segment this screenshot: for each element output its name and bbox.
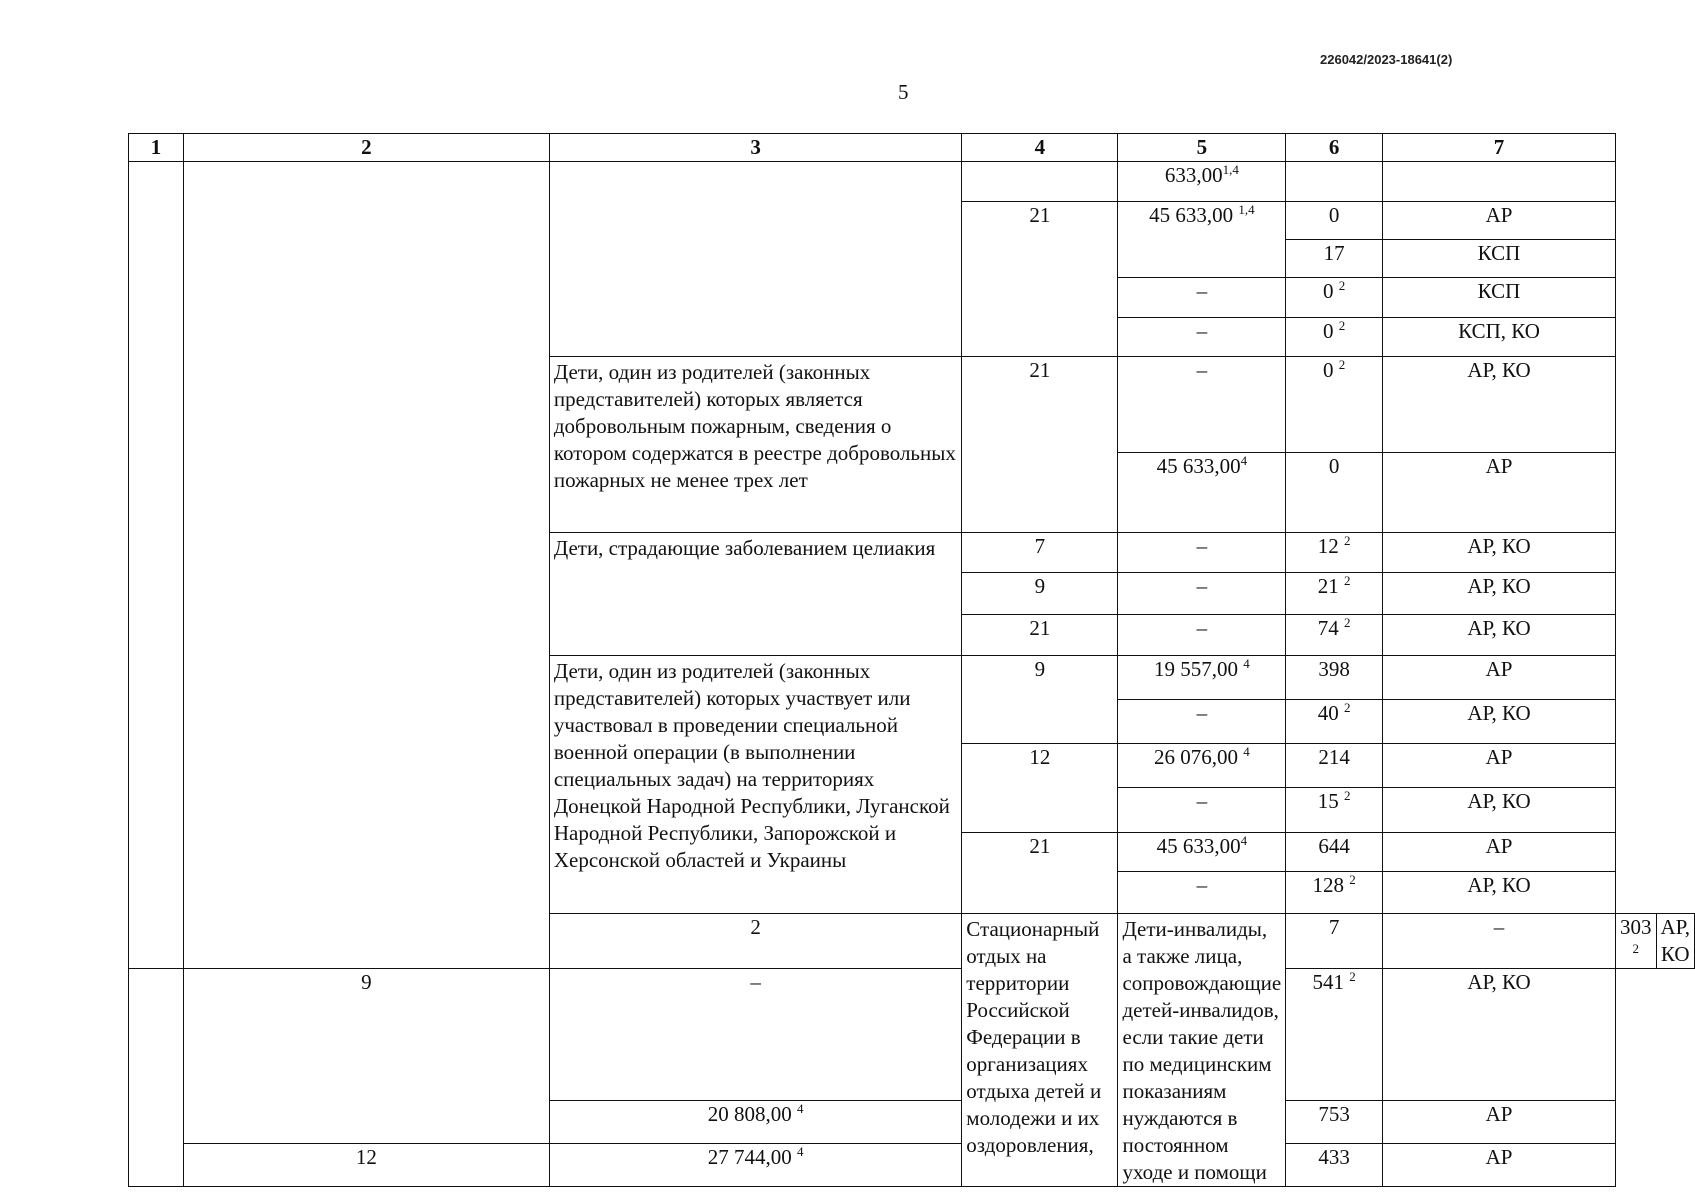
quota-cell: 0 $^2$ (1286, 357, 1383, 453)
quota-cell: 40 $^2$ (1286, 700, 1383, 744)
category-cell: Дети, один из родителей (законных представителей) которых участвует или участвовал в проведении специальной военной операции (в выполнении специальных задач) на территориях Донецкой Народной Республики, Луганской Народной Республики, Запорожской и Херсонской областей и Украины (549, 656, 961, 914)
age-cell: 21 (962, 833, 1118, 914)
header-cell: 1 (129, 134, 184, 162)
quota-cell: 303 $^2$ (1616, 914, 1657, 969)
organization-cell: КСП (1383, 278, 1616, 318)
rest-type-cell (183, 162, 549, 969)
quota-cell: 0 (1286, 202, 1383, 240)
organization-cell: АР, КО (1383, 533, 1616, 573)
cost-cell: – (1118, 788, 1286, 833)
age-cell: 7 (1286, 914, 1383, 969)
cost-cell: 27 744,00 $^4$ (549, 1144, 961, 1187)
quota-cell: 74 $^2$ (1286, 615, 1383, 656)
table-row (129, 1144, 1695, 1187)
table-row (129, 969, 1695, 1101)
organization-cell: АР, КО (1383, 700, 1616, 744)
header-cell: 6 (1286, 134, 1383, 162)
quota-cell: 214 (1286, 744, 1383, 788)
category-cell: Дети-инвалиды, а также лица, сопровождающие детей-инвалидов, если такие дети по медицинским показаниям нуждаются в постоянном уходе и помощи (1118, 914, 1286, 1187)
age-cell: 7 (962, 533, 1118, 573)
cost-cell: 19 557,00 $^4$ (1118, 656, 1286, 700)
document-id: 226042/2023-18641(2) (1320, 52, 1453, 67)
organization-cell (1383, 162, 1616, 202)
quota-cell: 433 (1286, 1144, 1383, 1187)
quota-cell: 12 $^2$ (1286, 533, 1383, 573)
allocation-table (128, 133, 1695, 1187)
header-cell: 2 (183, 134, 549, 162)
age-cell: 9 (183, 969, 549, 1144)
page-number: 5 (898, 80, 909, 104)
organization-cell: АР (1383, 453, 1616, 533)
header-cell: 5 (1118, 134, 1286, 162)
cost-cell: – (1118, 872, 1286, 914)
age-cell (962, 162, 1118, 202)
organization-cell: АР (1383, 1101, 1616, 1144)
quota-cell: 0 $^2$ (1286, 318, 1383, 357)
cost-cell: 45 633,00$^4$ (1118, 453, 1286, 533)
category-cell: Дети, один из родителей (законных представителей) которых является добровольным пожарным, сведения о котором содержатся в реестре добровольных пожарных не менее трех лет (549, 357, 961, 533)
header-cell: 3 (549, 134, 961, 162)
quota-cell: 0 $^2$ (1286, 278, 1383, 318)
organization-cell: АР, КО (1383, 969, 1616, 1101)
cost-cell: – (1118, 615, 1286, 656)
age-cell: 9 (962, 656, 1118, 744)
age-cell: 12 (962, 744, 1118, 833)
quota-cell: 15 $^2$ (1286, 788, 1383, 833)
header-cell: 4 (962, 134, 1118, 162)
organization-cell: АР, КО (1383, 615, 1616, 656)
row-number-cell: 2 (549, 914, 961, 969)
organization-cell: АР, КО (1383, 788, 1616, 833)
organization-cell: КСП (1383, 240, 1616, 278)
cost-cell: 633,00$^{1,4}$ (1118, 162, 1286, 202)
age-cell: 12 (183, 1144, 549, 1187)
organization-cell: АР, КО (1656, 914, 1694, 969)
cost-cell: – (1118, 573, 1286, 615)
organization-cell: АР, КО (1383, 872, 1616, 914)
quota-cell: 541 $^2$ (1286, 969, 1383, 1101)
cost-cell: 20 808,00 $^4$ (549, 1101, 961, 1144)
organization-cell: АР, КО (1383, 357, 1616, 453)
quota-cell: 753 (1286, 1101, 1383, 1144)
rest-type-cell: Стационарный отдых на территории Российской Федерации в организациях отдыха детей и молодежи и их оздоровления, (962, 914, 1118, 1187)
row-number-cell (129, 162, 184, 969)
category-cell (549, 162, 961, 357)
cost-cell: – (1383, 914, 1616, 969)
cost-cell: 45 633,00$^4$ (1118, 833, 1286, 872)
age-cell: 9 (962, 573, 1118, 615)
row-number-cell (129, 969, 184, 1187)
quota-cell: 128 $^2$ (1286, 872, 1383, 914)
cost-cell: – (1118, 533, 1286, 573)
cost-cell: – (1118, 278, 1286, 318)
cost-cell: – (549, 969, 961, 1101)
cost-cell: – (1118, 357, 1286, 453)
organization-cell: АР (1383, 833, 1616, 872)
cost-cell: 45 633,00 $^{1,4}$ (1118, 202, 1286, 278)
table-header-row (129, 134, 1695, 162)
header-cell: 7 (1383, 134, 1616, 162)
age-cell: 21 (962, 202, 1118, 357)
quota-cell: 21 $^2$ (1286, 573, 1383, 615)
table-row (129, 162, 1695, 202)
organization-cell: АР (1383, 744, 1616, 788)
age-cell: 21 (962, 357, 1118, 533)
organization-cell: АР (1383, 1144, 1616, 1187)
quota-cell: 644 (1286, 833, 1383, 872)
quota-cell: 17 (1286, 240, 1383, 278)
organization-cell: АР, КО (1383, 573, 1616, 615)
cost-cell: 26 076,00 $^4$ (1118, 744, 1286, 788)
quota-cell (1286, 162, 1383, 202)
category-cell: Дети, страдающие заболеванием целиакия (549, 533, 961, 656)
age-cell: 21 (962, 615, 1118, 656)
quota-cell: 0 (1286, 453, 1383, 533)
organization-cell: АР (1383, 656, 1616, 700)
organization-cell: АР (1383, 202, 1616, 240)
cost-cell: – (1118, 318, 1286, 357)
cost-cell: – (1118, 700, 1286, 744)
organization-cell: КСП, КО (1383, 318, 1616, 357)
quota-cell: 398 (1286, 656, 1383, 700)
